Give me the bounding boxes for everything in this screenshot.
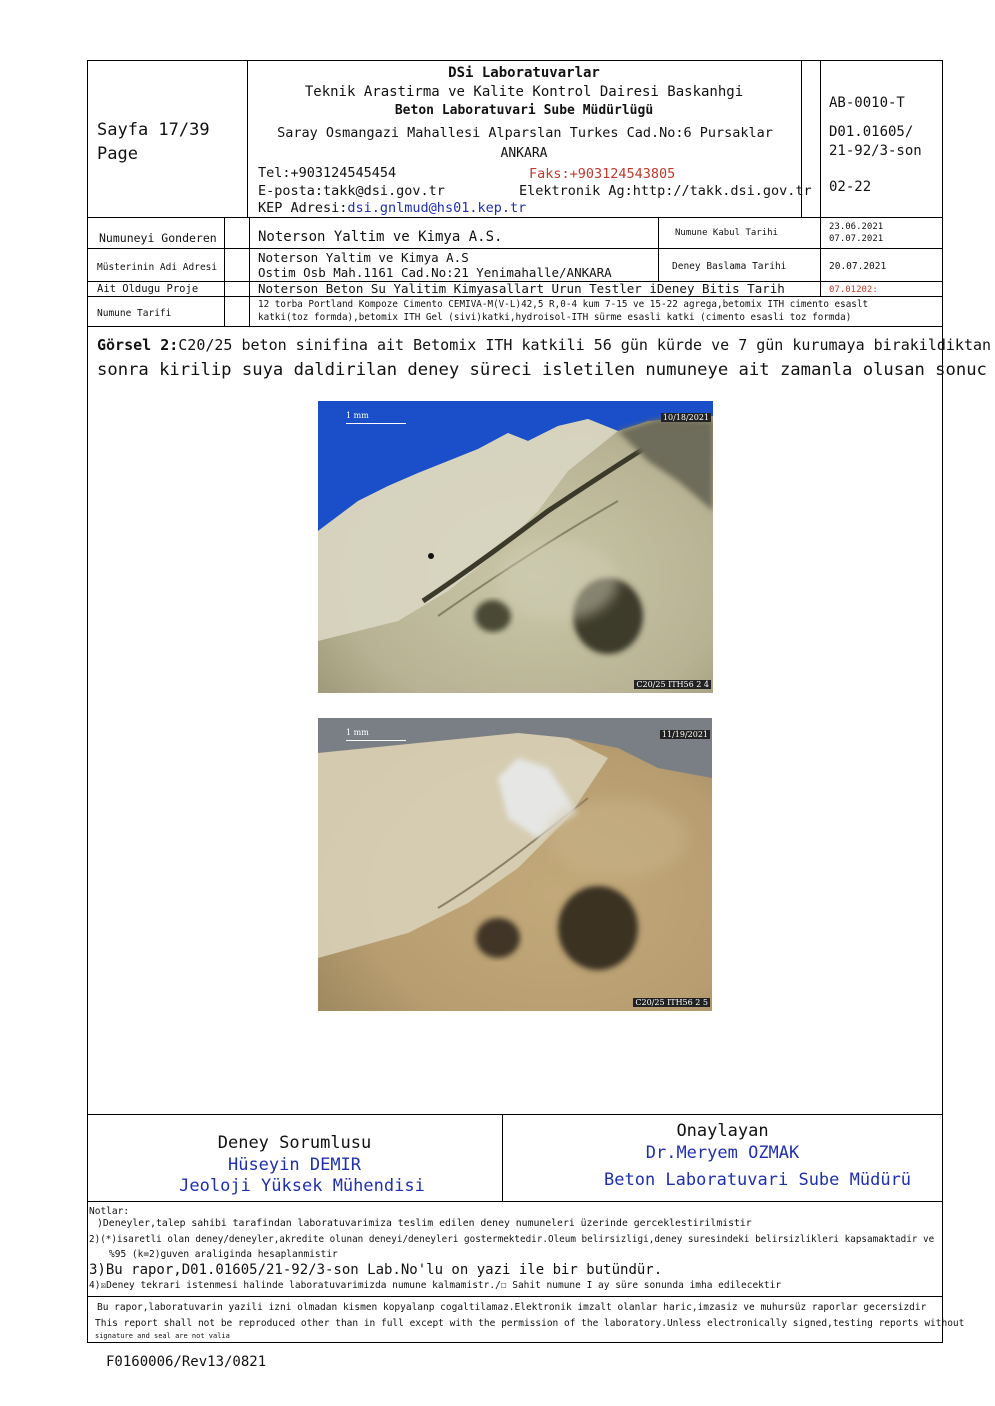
- responsible-role: Jeoloji Yüksek Mühendisi: [179, 1176, 425, 1196]
- customer-name: Noterson Yaltim ve Kimya A.S: [258, 250, 469, 265]
- info-line-4: [87, 326, 943, 327]
- info-line-1: [87, 248, 943, 249]
- report-no-line2: 21-92/3-son: [829, 143, 922, 159]
- start-date: 20.07.2021: [829, 261, 887, 272]
- org-department: Teknik Arastirma ve Kalite Kontrol Dairesi Baskanhgi: [304, 84, 744, 100]
- sample-desc-line1: 12 torba Portland Kompoze Cimento CEMIVA-M(V-L)42,5 R,0-4 kum 7-15 ve 15-22 agrega,betomix ITH cimento esaslt: [258, 299, 869, 310]
- acceptance-date-1: 23.06.2021: [829, 222, 884, 232]
- figure-caption-line1: Görsel 2:C20/25 beton sinifina ait Betomix ITH katkili 56 gün kürde ve 7 gün kurumaya birakildiktan: [97, 336, 992, 354]
- header-divider-right-2: [820, 60, 821, 217]
- info-divider-1: [224, 217, 225, 326]
- info-divider-3: [658, 217, 659, 281]
- kep-address: KEP Adresi:dsi.gnlmud@hs01.kep.tr: [258, 200, 527, 216]
- address-line1: Saray Osmangazi Mahallesi Alparslan Turkes Cad.No:6 Pursaklar: [277, 125, 773, 141]
- note-2a: 2)(*)isaretli olan deney/deneyler,akredite olunan deneyi/deneyleri gostermektedir.Oleum belirsizligi,deney suresindeki belirsizlikleri kapsamaktadir ve: [89, 1234, 935, 1245]
- photo-2-scale-label: 1 mm: [346, 728, 369, 737]
- note-4: 4)☒Deney tekrari istenmesi halinde laboratuvarimizda numune kalmamistr./☐ Sahit numune I ay süre sonunda imha edilecektir: [89, 1280, 782, 1291]
- doc-code: AB-0010-T: [829, 95, 905, 111]
- customer-address: Ostim Osb Mah.1161 Cad.No:21 Yenimahalle/ANKARA: [258, 265, 612, 280]
- report-no-line1: D01.01605/: [829, 124, 914, 140]
- signature-top-line: [87, 1114, 943, 1115]
- photo-2-scale-bar: [346, 740, 406, 741]
- microscope-photo-2: [318, 718, 712, 1011]
- sample-desc-line2: katki(toz formda),betomix ITH Gel (sivi)katki,hydroisol-ITH sürme esasli katki (cimento esasli toz formda): [258, 312, 852, 323]
- disclaimer-en-1: This report shall not be reproduced other than in full except with the permission of the laboratory.Unless electronically signed,testing reports without: [95, 1318, 965, 1329]
- sender-value: Noterson Yaltim ve Kimya A.S.: [258, 229, 503, 245]
- notes-title: Notlar:: [89, 1206, 130, 1217]
- note-1: )Deneyler,talep sahibi tarafindan laboratuvarimiza teslim edilen deney numuneleri üzerinde gerceklestirilmistir: [97, 1218, 752, 1229]
- end-date: 07.01202:: [829, 285, 878, 295]
- photo-1-date-stamp: 10/18/2021: [662, 413, 709, 422]
- form-code: F0160006/Rev13/0821: [106, 1354, 267, 1370]
- notes-bottom-line: [87, 1296, 943, 1297]
- approver-role: Beton Laboratuvari Sube Müdürü: [604, 1170, 912, 1190]
- responsible-title: Deney Sorumlusu: [217, 1133, 372, 1153]
- kep-value: dsi.gnlmud@hs01.kep.tr: [347, 200, 527, 216]
- info-divider-2: [249, 217, 250, 326]
- photo-1-image: [318, 401, 713, 693]
- approver-name: Dr.Meryem OZMAK: [645, 1143, 800, 1163]
- fax: Faks:+903124543805: [529, 166, 676, 182]
- microscope-photo-1: [318, 401, 713, 693]
- sample-label: Numune Tarifi: [97, 308, 172, 319]
- header-bottom-line: [87, 217, 943, 218]
- photo-1-id-stamp: C20/25 ITH56 2 4: [636, 680, 709, 689]
- photo-2-date-stamp: 11/19/2021: [661, 730, 708, 739]
- photo-2-id-stamp: C20/25 ITH56 2 5: [635, 998, 708, 1007]
- info-line-3: [87, 296, 943, 297]
- acceptance-date-2: 07.07.2021: [829, 234, 884, 244]
- disclaimer-en-2: signature and seal are not valia: [95, 1332, 230, 1340]
- photo-1-scale-bar: [346, 423, 406, 424]
- photo-1-scale-label: 1 mm: [346, 411, 369, 420]
- address-line2: ANKARA: [500, 146, 548, 161]
- note-2b: %95 (k=2)guven araliginda hesaplanmistir: [109, 1249, 338, 1260]
- acceptance-label: Numune Kabul Tarihi: [675, 228, 778, 238]
- org-name: DSi Laboratuvarlar: [448, 65, 600, 81]
- info-divider-4: [820, 217, 821, 296]
- photo-2-image: [318, 718, 712, 1011]
- page-label-en: Page: [97, 144, 138, 164]
- note-3: 3)Bu rapor,D01.01605/21-92/3-son Lab.No'lu on yazi ile bir butündür.: [89, 1262, 663, 1278]
- figure-caption-line2: sonra kirilip suya daldirilan deney süreci isletilen numuneye ait zamanla olusan sonuc: [97, 360, 987, 380]
- responsible-name: Hüseyin DEMIR: [227, 1155, 362, 1175]
- disclaimer-tr: Bu rapor,laboratuvarin yazili izni olmadan kismen kopyalanp cogaltilamaz.Elektronik imzalt olanlar haric,imzasiz ve muhursüz raporlar gecersizdir: [97, 1302, 927, 1313]
- figure-caption-prefix: Görsel 2:: [97, 336, 179, 354]
- customer-label: Müsterinin Adi Adresi: [97, 262, 218, 273]
- project-label: Ait Oldugu Proje: [97, 283, 199, 295]
- web-address: Elektronik Ag:http://takk.dsi.gov.tr: [519, 183, 812, 199]
- sender-label: Numuneyi Gonderen: [99, 231, 217, 245]
- signature-bottom-line: [87, 1201, 943, 1202]
- tel: Tel:+903124545454: [258, 165, 397, 181]
- email: E-posta:takk@dsi.gov.tr: [258, 183, 445, 199]
- approver-title: Onaylayan: [676, 1121, 769, 1141]
- start-label: Deney Baslama Tarihi: [672, 261, 787, 272]
- page-label: Sayfa 17/39: [97, 120, 210, 140]
- project-value: Noterson Beton Su Yalitim Kimyasallart Urun Testler iDeney Bitis Tarih: [258, 281, 785, 296]
- org-branch: Beton Laboratuvari Sube Müdürlügü: [394, 103, 654, 118]
- revision: 02-22: [829, 179, 872, 195]
